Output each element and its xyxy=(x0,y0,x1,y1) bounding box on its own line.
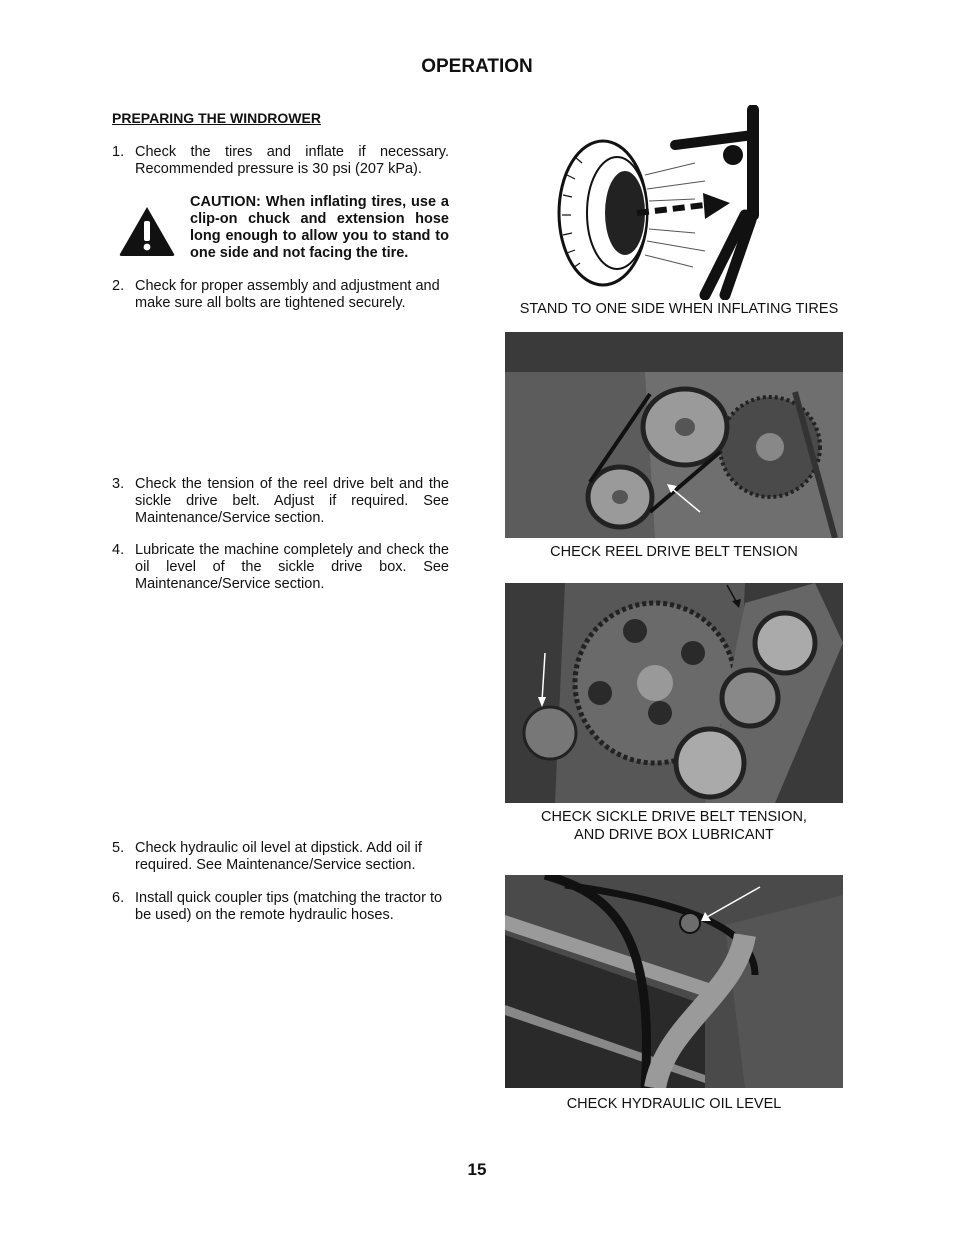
page-number: 15 xyxy=(467,1160,487,1179)
step-number: 4. xyxy=(112,542,125,558)
reel-drive-belt-photo xyxy=(505,332,843,538)
step-text: Lubricate the machine completely and check the oil level of the sickle drive box. See Maintenance/Service section. xyxy=(135,542,449,592)
step-text: Check for proper assembly and adjustment and make sure all bolts are tightened securely. xyxy=(135,278,440,311)
figure-caption: STAND TO ONE SIDE WHEN INFLATING TIRES xyxy=(519,301,839,317)
step-number: 6. xyxy=(112,890,125,906)
caption-line: CHECK SICKLE DRIVE BELT TENSION, xyxy=(541,809,807,825)
warning-triangle-icon xyxy=(118,205,176,257)
step-text: Install quick coupler tips (matching the tractor to be used) on the remote hydraulic hoses. xyxy=(135,890,443,923)
step-number: 1. xyxy=(112,144,125,160)
section-heading: PREPARING THE WINDROWER xyxy=(112,110,321,126)
step-number: 2. xyxy=(112,278,125,294)
step-3 xyxy=(112,476,449,527)
step-text: Check hydraulic oil level at dipstick. Add oil if required. See Maintenance/Service section. xyxy=(135,840,422,873)
figure-caption: CHECK HYDRAULIC OIL LEVEL xyxy=(566,1096,782,1112)
page-title: OPERATION xyxy=(421,56,533,77)
step-4 xyxy=(112,542,449,593)
step-2 xyxy=(112,278,449,312)
figure-caption xyxy=(505,808,843,844)
step-5 xyxy=(112,840,449,874)
step-text: Check the tires and inflate if necessary. Recommended pressure is 30 psi (207 kPa). xyxy=(135,144,449,177)
step-text: Check the tension of the reel drive belt and the sickle drive belt. Adjust if required. See Maintenance/Service section. xyxy=(135,476,449,526)
tire-inflation-illustration xyxy=(555,105,765,300)
caution-text: CAUTION: When inflating tires, use a clip-on chuck and extension hose long enough to allow you to stand to one side and not facing the tire. xyxy=(190,194,449,261)
step-number: 3. xyxy=(112,476,125,492)
figure-caption: CHECK REEL DRIVE BELT TENSION xyxy=(550,544,798,560)
caption-line: AND DRIVE BOX LUBRICANT xyxy=(574,827,774,843)
step-1 xyxy=(112,144,449,178)
sickle-drive-belt-photo xyxy=(505,583,843,803)
step-number: 5. xyxy=(112,840,125,856)
step-6 xyxy=(112,890,449,924)
hydraulic-oil-level-photo xyxy=(505,875,843,1088)
